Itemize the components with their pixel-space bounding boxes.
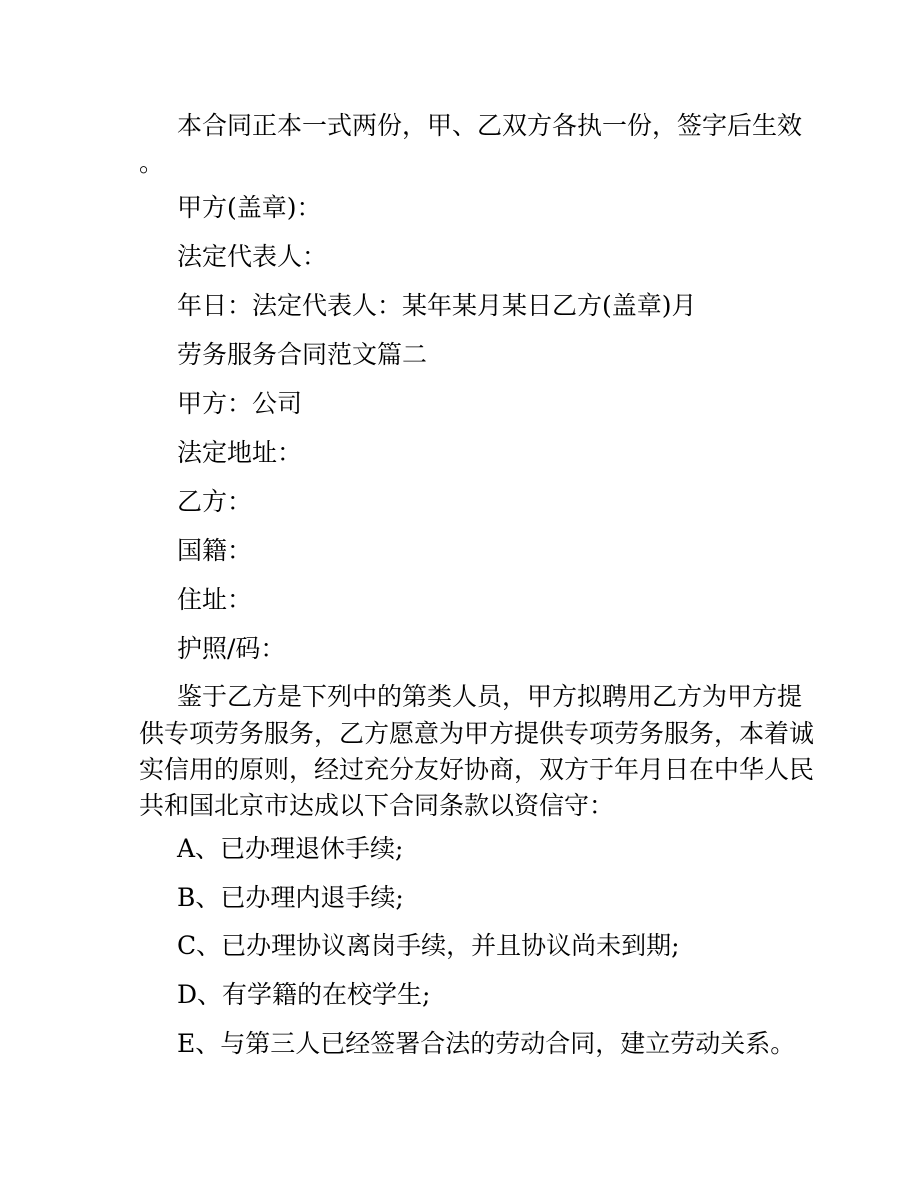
list-item-e: E、与第三人已经签署合法的劳动合同，建立劳动关系。 <box>177 1029 796 1058</box>
paragraph-2-line-4: 共和国北京市达成以下合同条款以资信守： <box>139 791 615 820</box>
list-item-b: B、已办理内退手续; <box>177 883 404 912</box>
passport: 护照/码： <box>177 634 286 663</box>
date-line: 年日：法定代表人：某年某月某日乙方(盖章)月 <box>177 291 697 320</box>
paragraph-2-line-2: 供专项劳务服务，乙方愿意为甲方提供专项劳务服务，本着诚 <box>139 719 815 748</box>
paragraph-1-line-2: 。 <box>139 148 165 177</box>
residence: 住址： <box>177 585 253 614</box>
party-b: 乙方： <box>177 487 253 516</box>
paragraph-1-line-1: 本合同正本一式两份，甲、乙双方各执一份，签字后生效 <box>177 111 803 140</box>
paragraph-2-line-1: 鉴于乙方是下列中的第类人员，甲方拟聘用乙方为甲方提 <box>177 682 803 711</box>
legal-representative: 法定代表人： <box>177 242 328 271</box>
party-a-seal: 甲方(盖章)： <box>177 193 322 222</box>
list-item-c: C、已办理协议离岗手续，并且协议尚未到期; <box>177 931 680 960</box>
list-item-d: D、有学籍的在校学生; <box>177 980 431 1009</box>
party-a: 甲方：公司 <box>177 389 303 418</box>
paragraph-2-line-3: 实信用的原则，经过充分友好协商，双方于年月日在中华人民 <box>139 755 815 784</box>
legal-address: 法定地址： <box>177 438 303 467</box>
section-title: 劳务服务合同范文篇二 <box>177 340 428 369</box>
list-item-a: A、已办理退休手续; <box>177 834 404 863</box>
nationality: 国籍： <box>177 536 253 565</box>
